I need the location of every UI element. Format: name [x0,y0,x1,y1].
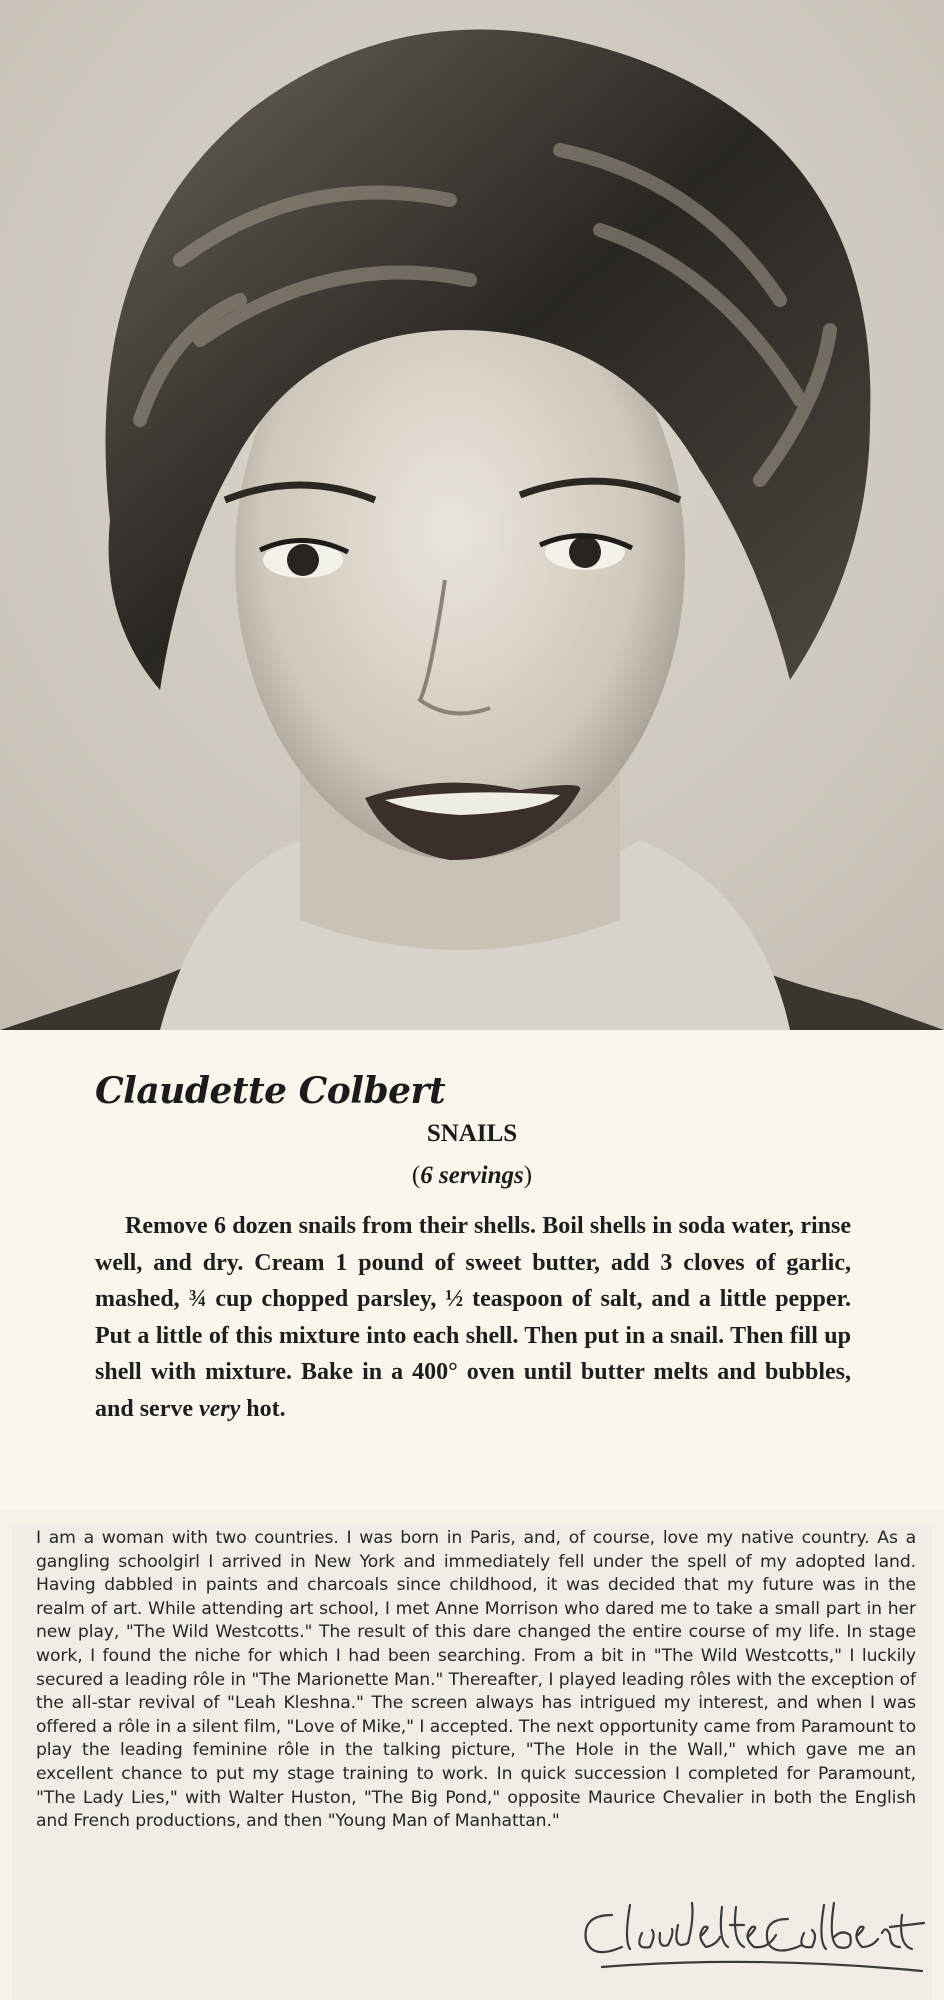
recipe-panel [0,1030,944,1510]
servings-close: ) [523,1162,533,1189]
recipe-instructions [95,1208,851,1428]
biography-panel [12,1525,932,2000]
servings-open: ( [411,1162,421,1189]
biography-text: I am a woman with two countries. I was born in Paris, and, of course, love my native country. As a gangling schoolgirl I arrived in New York and immediately fell under the spell of my adopted land. Having dabbled in paints and charcoals since childhood, it was decided that my future was in the realm of art. While attending art school, I met Anne Morrison who dared me to take a small part in her new play, "The Wild Westcotts." The result of this dare changed the entire course of my life. In stage work, I found the niche for which I had been searching. From a bit in "The Wild Westcotts," I luckily secured a leading rôle in "The Marionette Man." Thereafter, I played leading rôles with the exception of the all-star revival of "Leah Kleshna." The screen always has intrigued my interest, and when I was offered a rôle in a silent film, "Love of Mike," I accepted. The next opportunity came from Paramount to play the leading feminine rôle in the talking picture, "The Hole in the Wall," which gave me an excellent chance to put my stage training to work. In quick succession I completed for Paramount, "The Lady Lies," with Walter Huston, "The Big Pond," opposite Maurice Chevalier in both the English and French productions, and then "Young Man of Manhattan." [36,1528,916,1832]
recipe-servings [0,1162,944,1190]
servings-value: 6 servings [420,1162,524,1189]
signature-icon [572,1885,932,1985]
recipe-text-end: hot. [240,1395,286,1422]
recipe-text-emphasis: very [199,1395,241,1422]
recipe-author: Claudette Colbert [95,1070,446,1112]
recipe-title: SNAILS [426,1120,518,1147]
recipe-text-main: Remove 6 dozen snails from their shells. Boil shells in soda water, rinse well, and dry. Cream 1 pound of sweet butter, add 3 cloves of garlic, mashed, ¾ cup chopped parsley, ½ teaspoon of salt, and a little pepper. Put a little of this mixture into each shell. Then put in a snail. Then fill up shell with mixture. Bake in a 400° oven until butter melts and bubbles, and serve [95,1213,851,1422]
